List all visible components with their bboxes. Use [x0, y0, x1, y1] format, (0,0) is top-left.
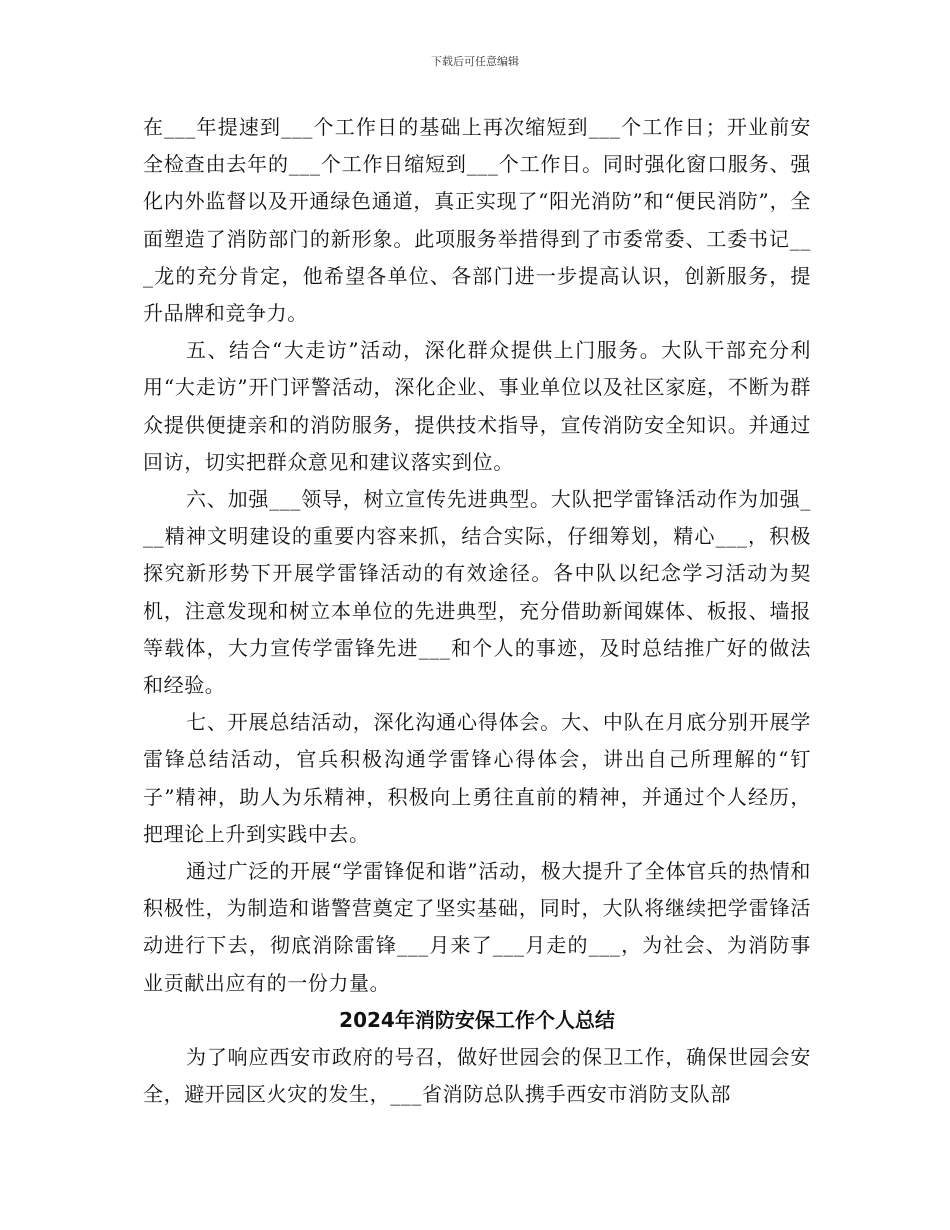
paragraph-item-six: 六、加强___领导，树立宣传先进典型。大队把学雷锋活动作为加强___精神文明建设的重要内容来抓，结合实际，仔细筹划，精心___，积极探究新形势下开展学雷锋活动的有效途径。各中队以纪念学习活动为契机，注意发现和树立本单位的先进典型，充分借助新闻媒体、板报、墙报等载体，大力宣传学雷锋先进___和个人的事迹，及时总结推广好的做法和经验。	[143, 487, 811, 698]
paragraph-service-reform: 在___年提速到___个工作日的基础上再次缩短到___个工作日；开业前安全检查由去年的___个工作日缩短到___个工作日。同时强化窗口服务、强化内外监督以及开通绿色通道，真正实现了“阳光消防”和“便民消防”，全面塑造了消防部门的新形象。此项服务举措得到了市委常委、工委书记___龙的充分肯定，他希望各单位、各部门进一步提高认识，创新服务，提升品牌和竞争力。	[143, 115, 811, 326]
paragraph-item-five: 五、结合“大走访”活动，深化群众提供上门服务。大队干部充分利用“大走访”开门评警活动，深化企业、事业单位以及社区家庭，不断为群众提供便捷亲和的消防服务，提供技术指导，宣传消防安全知识。并通过回访，切实把群众意见和建议落实到位。	[143, 338, 811, 474]
paragraph-conclusion: 通过广泛的开展“学雷锋促和谐”活动，极大提升了全体官兵的热情和积极性，为制造和谐警营奠定了坚实基础，同时，大队将继续把学雷锋活动进行下去，彻底消除雷锋___月来了___月走的___，为社会、为消防事业贡献出应有的一份力量。	[143, 859, 811, 995]
document-body	[143, 109, 811, 1113]
paragraph-item-seven: 七、开展总结活动，深化沟通心得体会。大、中队在月底分别开展学雷锋总结活动，官兵积极沟通学雷锋心得体会，讲出自己所理解的“钉子”精神，助人为乐精神，积极向上勇往直前的精神，并通过个人经历，把理论上升到实践中去。	[143, 710, 811, 846]
section-title: 2024年消防安保工作个人总结	[339, 1007, 615, 1032]
paragraph-section-intro: 为了响应西安市政府的号召，做好世园会的保卫工作，确保世园会安全，避开园区火灾的发生，___省消防总队携手西安市消防支队部	[143, 1045, 811, 1107]
page-header-note: 下载后可任意编辑	[431, 55, 519, 68]
